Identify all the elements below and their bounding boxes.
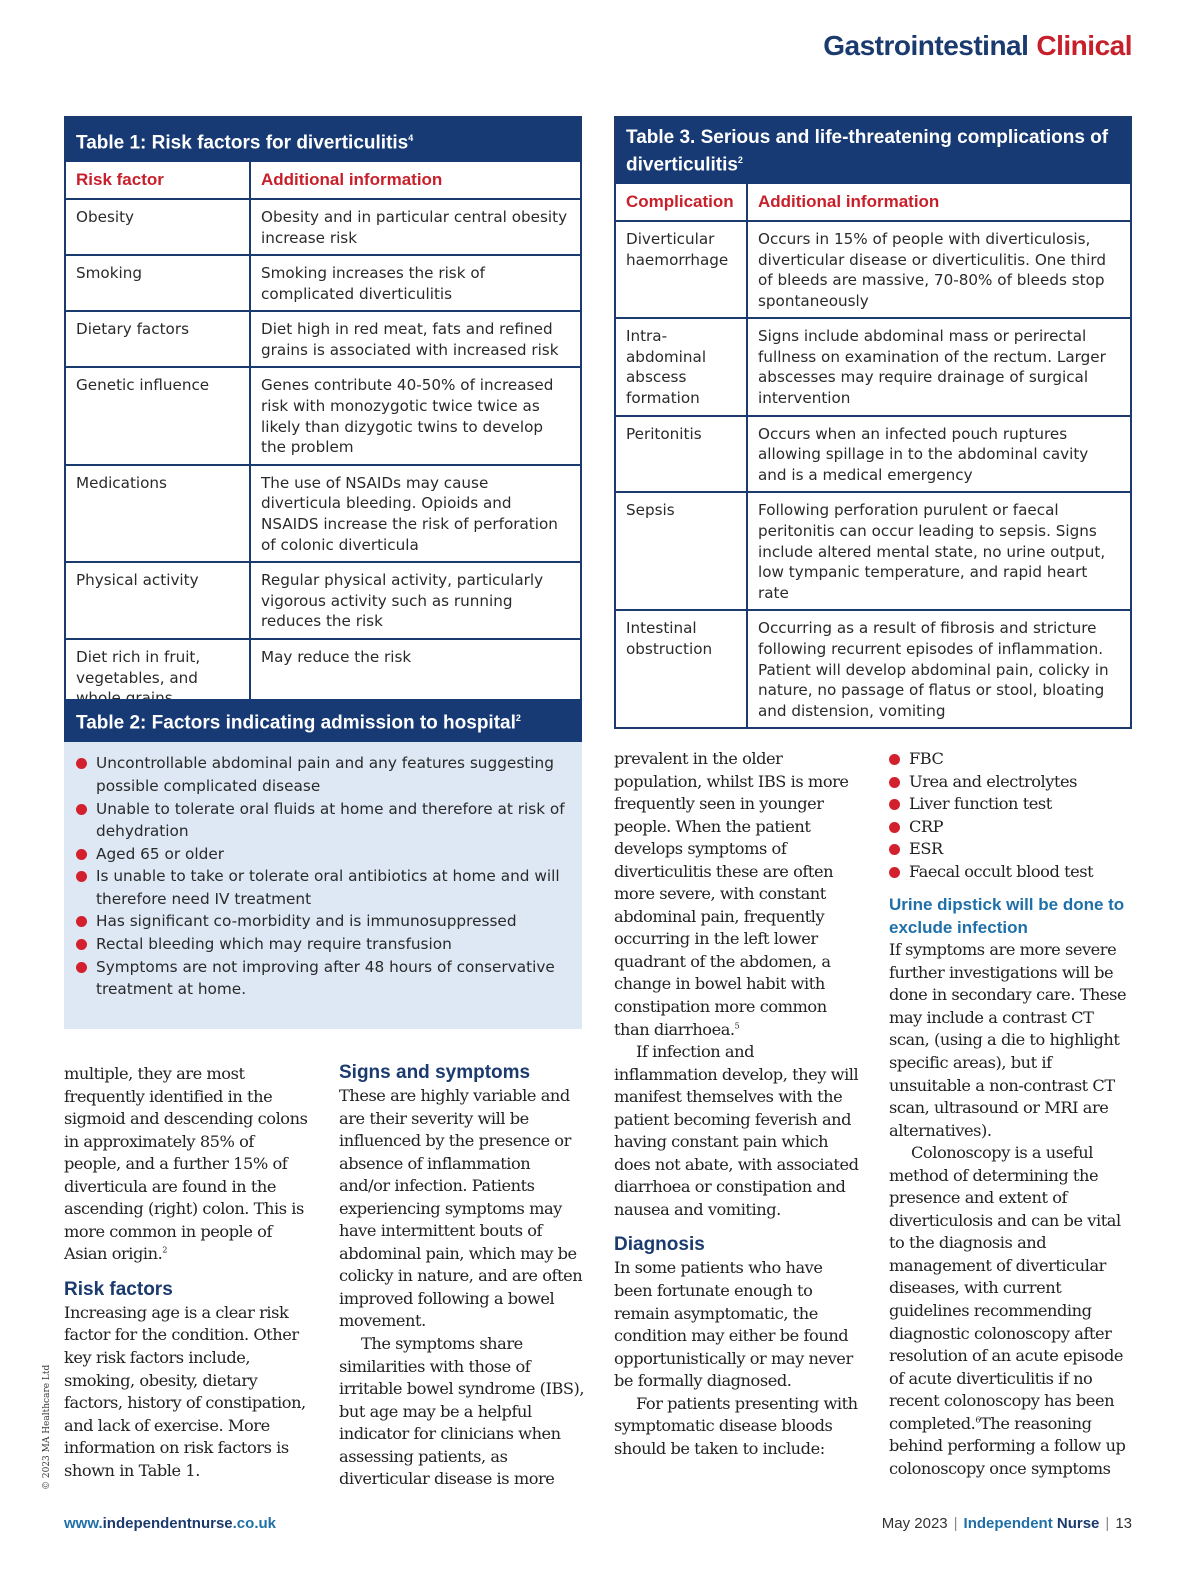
table-cell: Smoking: [66, 255, 250, 311]
urine-dipstick-heading: Urine dipstick will be done to exclude infection: [889, 895, 1125, 937]
body-paragraph: In some patients who have been fortunate enough to remain asymptomatic, the condition may either be found opportunistically or may never be formally diagnosed.: [614, 1258, 853, 1391]
table-cell: Occurs when an infected pouch ruptures allowing spillage in to the abdominal cavity and is a medical emergency: [747, 416, 1130, 493]
body-column-4: [889, 748, 1135, 1480]
body-paragraph: For patients presenting with symptomatic disease bloods should be taken to include:: [614, 1393, 858, 1458]
table-cell: Regular physical activity, particularly vigorous activity such as running reduces the risk: [250, 562, 580, 639]
table-cell: Occurring as a result of fibrosis and stricture following recurrent episodes of inflammation. Patient will develop abdominal pain, colicky in nature, no passage of flatus or stool, bloating and distension, vomiting: [747, 610, 1130, 727]
body-paragraph: The symptoms share similarities with those of irritable bowel syndrome (IBS), but age may be a helpful indicator for clinicians when assessing patients, as diverticular disease is more: [339, 1334, 585, 1489]
table-row: [66, 255, 580, 311]
table-1-risk-factors: [64, 116, 582, 718]
table-1-header-risk-factor: Risk factor: [66, 162, 250, 199]
list-item: Liver function test: [889, 793, 1135, 816]
table-cell: The use of NSAIDs may cause diverticula bleeding. Opioids and NSAIDS increase the risk of perforation of colonic diverticula: [250, 465, 580, 562]
table-cell: Smoking increases the risk of complicated diverticulitis: [250, 255, 580, 311]
table-3-header-complication: Complication: [616, 184, 747, 221]
list-item: Aged 65 or older: [76, 843, 570, 866]
body-column-3: [614, 748, 860, 1460]
table-cell: Intestinal obstruction: [616, 610, 747, 727]
blood-test-list: [889, 748, 1135, 883]
table-row: [616, 492, 1130, 610]
table-cell: Genetic influence: [66, 367, 250, 464]
section-title: Gastrointestinal: [823, 30, 1029, 61]
table-row: [66, 562, 580, 639]
body-paragraph: Increasing age is a clear risk factor for the condition. Other key risk factors include, smoking, obesity, dietary factors, history of constipation, and lack of exercise. More information on risk factors is shown in Table 1.: [64, 1302, 306, 1480]
table-1-header-info: Additional information: [250, 162, 580, 199]
table-row: [616, 416, 1130, 493]
table-cell: Genes contribute 40-50% of increased risk with monozygotic twice twice as likely than dizygotic twins to develop the problem: [250, 367, 580, 464]
table-row: [66, 465, 580, 562]
category-label: Clinical: [1036, 30, 1132, 61]
body-column-1: [64, 1063, 310, 1482]
table-cell: Signs include abdominal mass or perirectal fullness on examination of the rectum. Larger abscesses may require drainage of surgical intervention: [747, 318, 1130, 415]
website-link[interactable]: www.independentnurse.co.uk: [64, 1515, 276, 1532]
table-cell: Intra-abdominal abscess formation: [616, 318, 747, 415]
table-cell: May reduce the risk: [250, 639, 580, 716]
table-2-admission-factors: [64, 699, 582, 1029]
table-cell: Following perforation purulent or faecal peritonitis can occur leading to sepsis. Signs include altered mental state, no urine output, low tympanic temperature, and rapid heart rate: [747, 492, 1130, 610]
signs-symptoms-heading: Signs and symptoms: [339, 1062, 531, 1083]
table-2-title: Table 2: Factors indicating admission to hospital$^2$: [64, 699, 582, 742]
list-item: Faecal occult blood test: [889, 861, 1135, 884]
table-cell: Diverticular haemorrhage: [616, 221, 747, 318]
table-cell: Occurs in 15% of people with diverticulosis, diverticular disease or diverticulitis. One third of bleeds are massive, 70-80% of bleeds stop spontaneously: [747, 221, 1130, 318]
diagnosis-heading: Diagnosis: [614, 1234, 705, 1256]
magazine-name: Independent: [963, 1515, 1053, 1532]
list-item: Is unable to take or tolerate oral antibiotics at home and will therefore need IV treatment: [76, 865, 570, 910]
table-row: [616, 221, 1130, 318]
table-cell: Medications: [66, 465, 250, 562]
table-row: [66, 199, 580, 255]
list-item: Unable to tolerate oral fluids at home and therefore at risk of dehydration: [76, 798, 570, 843]
table-cell: Diet rich in fruit, vegetables, and: [66, 639, 250, 716]
body-paragraph: prevalent in the older population, whilst IBS is more frequently seen in younger people. When the patient develops symptoms of diverticulitis these are often more severe, with constant abdominal pain, frequently occurring in the left lower quadrant of the abdomen, a change in bowel habit with constipation more common than diarrhoea.$^5$: [614, 749, 849, 1039]
table-row: [66, 367, 580, 464]
table-1-title: Table 1: Risk factors for diverticulitis$^4$: [66, 118, 580, 162]
page-footer: May 2023 | Independent Nurse | 13: [881, 1515, 1132, 1532]
list-item: Rectal bleeding which may require transfusion: [76, 933, 570, 956]
list-item: Has significant co-morbidity and is immunosuppressed: [76, 910, 570, 933]
admission-factor-list: [64, 742, 582, 1001]
issue-date: May 2023: [881, 1515, 948, 1532]
table-cell: Obesity: [66, 199, 250, 255]
section-header: [823, 30, 1132, 62]
table-cell: Obesity and in particular central obesity increase risk: [250, 199, 580, 255]
table-3-complications: [614, 116, 1132, 729]
list-item: Symptoms are not improving after 48 hours of conservative treatment at home.: [76, 956, 570, 1001]
body-paragraph: If symptoms are more severe further investigations will be done in secondary care. These may include a contrast CT scan, (using a die to highlight specific areas), but if unsuitable a non-contrast CT scan, ultrasound or MRI are alternatives).: [889, 940, 1127, 1140]
table-cell: Dietary factors: [66, 311, 250, 367]
table-row: [616, 318, 1130, 415]
body-column-2: [339, 1061, 585, 1491]
table-row: [66, 311, 580, 367]
table-3-header-info: Additional information: [747, 184, 1130, 221]
table-cell: Sepsis: [616, 492, 747, 610]
table-cell: Physical activity: [66, 562, 250, 639]
list-item: Uncontrollable abdominal pain and any features suggesting possible complicated disease: [76, 752, 570, 797]
list-item: ESR: [889, 838, 1135, 861]
body-paragraph: multiple, they are most frequently identified in the sigmoid and descending colons in approximately 85% of people, and a further 15% of diverticula are found in the ascending (right) colon. This is more common in people of Asian origin.$^2$: [64, 1064, 308, 1264]
page-number: 13: [1115, 1515, 1132, 1532]
copyright-notice: © 2023 MA Healthcare Ltd: [42, 1364, 52, 1490]
table-cell: Peritonitis: [616, 416, 747, 493]
list-item: Urea and electrolytes: [889, 771, 1135, 794]
table-3-title: Table 3. Serious and life-threatening complications of diverticulitis$^2$: [616, 118, 1130, 184]
list-item: CRP: [889, 816, 1135, 839]
table-cell: Diet high in red meat, fats and refined grains is associated with increased risk: [250, 311, 580, 367]
body-paragraph: Colonoscopy is a useful method of determining the presence and extent of diverticulosis and can be vital to the diagnosis and management of diverticular diseases, with current guidelines recommending diagnostic colonoscopy after resolution of an acute episode of acute diverticulitis if no recent colonoscopy has been completed.$^6$The reasoning behind performing a follow up colonoscopy once symptoms: [889, 1143, 1126, 1478]
risk-factors-heading: Risk factors: [64, 1278, 173, 1300]
body-paragraph: These are highly variable and are their severity will be influenced by the presence or absence of inflammation and/or infection. Patients experiencing symptoms may have intermittent bouts of abdominal pain, which may be colicky in nature, and are often improved following a bowel movement.: [339, 1086, 583, 1331]
body-paragraph: If infection and inflammation develop, they will manifest themselves with the patient becoming feverish and having constant pain which does not abate, with associated diarrhoea or constipation and nausea and vomiting.: [614, 1042, 859, 1219]
list-item: FBC: [889, 748, 1135, 771]
table-row: [616, 610, 1130, 727]
